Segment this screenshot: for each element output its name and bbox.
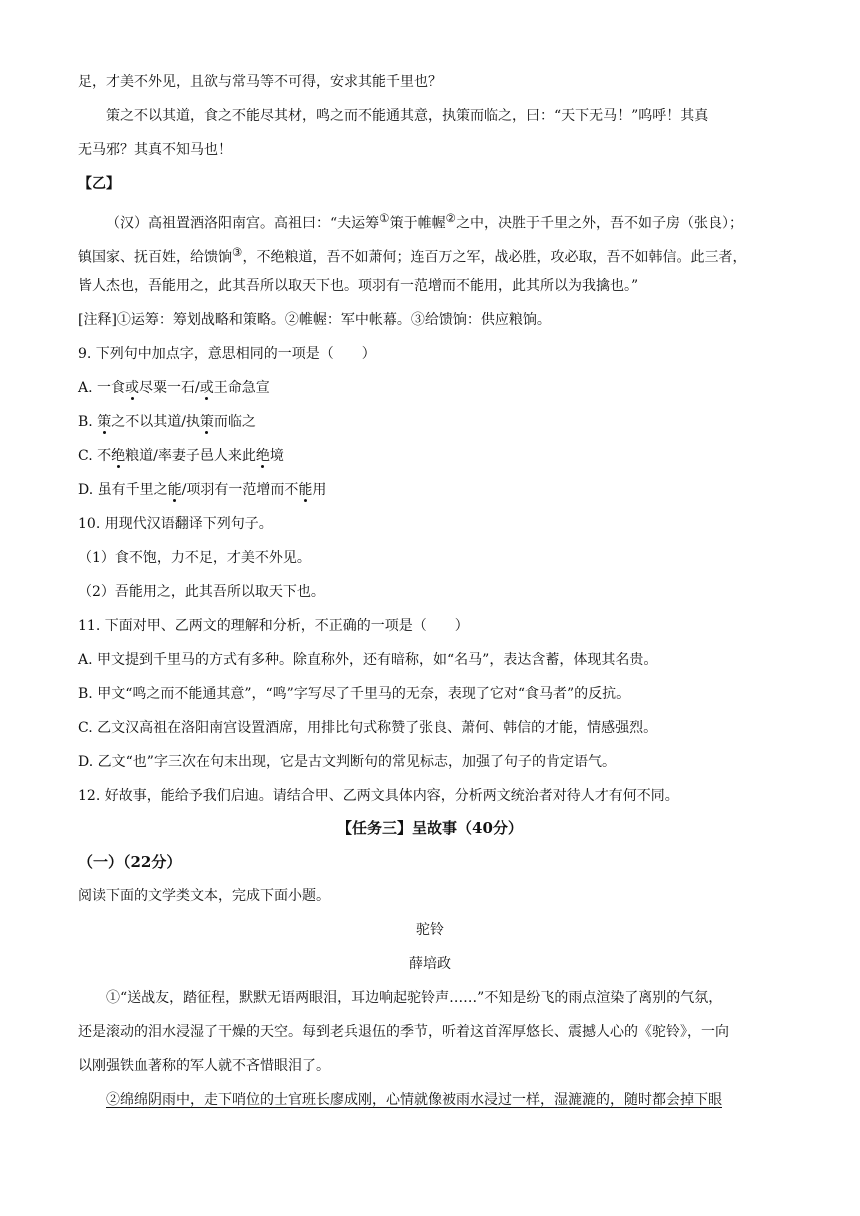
yi-line-2 [78,242,746,268]
footnote-marker: ③ [232,245,243,259]
question-9-option-a [78,378,270,398]
reading-instruction: 阅读下面的文学类文本，完成下面小题。 [78,888,330,904]
question-9-option-d [78,480,326,500]
dotted-char: 能 [298,482,313,498]
article-paragraph-1-line-3: 以刚强铁血著称的军人就不吝惜眼泪了。 [78,1058,330,1074]
article-title: 驼铃 [416,922,444,938]
question-11-option-d: D. 乙文“也”字三次在句末出现，它是古文判断句的常见标志，加强了句子的肯定语气。 [78,754,616,770]
dotted-char: 或 [199,380,214,396]
article-paragraph-2-line-1: ②绵绵阴雨中，走下哨位的士官班长廖成刚，心情就像被雨水浸过一样，湿漉漉的，随时都会掉下眼 [106,1092,722,1108]
option-text: 而临之 [213,414,256,430]
option-text: 王命急宣 [213,380,270,396]
question-12: 12. 好故事，能给予我们启迪。请结合甲、乙两文具体内容，分析两文统治者对待人才有何不同。 [78,788,679,804]
yi-text: 之中，决胜于千里之外，吾不如子房（张良）； [456,215,744,232]
question-10-item-2: （2）吾能用之，此其吾所以取天下也。 [78,584,325,600]
option-text: 用 [312,482,327,498]
option-text: B. [78,414,98,430]
dotted-char: 策 [97,414,112,430]
jia-tail-line: 足，才美不外见，且欲与常马等不可得，安求其能千里也？ [78,74,442,90]
option-text: /项羽有一范增而不 [181,482,299,498]
dotted-char: 能 [167,482,182,498]
annotation-notes: [注释]①运筹：筹划战略和策略。②帷幄：军中帐幕。③给馈饷：供应粮饷。 [78,312,551,328]
dotted-char: 绝 [255,448,270,464]
option-text: 粮道/率妻子邑人来此 [125,448,256,464]
dotted-char: 策 [199,414,214,430]
dotted-char: 或 [125,380,140,396]
option-text: 之不以其道/执 [111,414,200,430]
yi-text: 策于帷幄 [389,215,446,232]
question-11-option-b: B. 甲文“鸣之而不能通其意”，“鸣”字写尽了千里马的无奈，表现了它对“食马者”的反抗。 [78,686,631,702]
yi-text: ，不绝粮道，吾不如萧何；连百万之军，战必胜，攻必取，吾不如韩信。此三者， [242,249,747,266]
yi-line-1 [106,208,743,234]
yi-text: 镇国家、抚百姓，给馈饷 [78,249,232,266]
option-text: 尽粟一石/ [139,380,200,396]
article-paragraph-1-line-1: ①“送战友，踏征程，默默无语两眼泪，耳边响起驼铃声……”不知是纷飞的雨点渲染了离别的气氛， [106,990,723,1006]
option-text: A. 一食 [78,380,126,396]
question-9-option-c [78,446,284,466]
question-10-item-1: （1）食不饱，力不足，才美不外见。 [78,550,311,566]
part-heading: （一）（22分） [78,853,182,871]
yi-label: 【乙】 [78,176,120,192]
jia-paragraph-2-line-2: 无马邪？其真不知马也！ [78,142,232,158]
option-text: D. 虽有千里之 [78,482,168,498]
question-9: 9. 下列句中加点字，意思相同的一项是（ ） [78,346,376,362]
article-author: 薛培政 [409,956,451,972]
question-11: 11. 下面对甲、乙两文的理解和分析，不正确的一项是（ ） [78,618,469,634]
jia-paragraph-2-line-1: 策之不以其道，食之不能尽其材，鸣之而不能通其意，执策而临之，曰：“天下无马！”呜呼！其真 [106,108,709,124]
section-heading-task-3: 【任务三】呈故事（40分） [337,819,523,837]
question-9-option-b [78,412,256,432]
option-text: C. 不 [78,448,112,464]
question-11-option-c: C. 乙文汉高祖在洛阳南宫设置酒席，用排比句式称赞了张良、萧何、韩信的才能，情感强烈。 [78,720,658,736]
article-paragraph-1-line-2: 还是滚动的泪水浸湿了干燥的天空。每到老兵退伍的季节，听着这首浑厚悠长、震撼人心的《驼铃》，一向 [78,1024,729,1040]
dotted-char: 绝 [111,448,126,464]
option-text: 境 [269,448,284,464]
footnote-marker: ② [445,211,457,225]
footnote-marker: ① [379,211,390,225]
question-11-option-a: A. 甲文提到千里马的方式有多种。除直称外，还有暗称，如“名马”，表达含蓄，体现其名贵。 [78,652,658,668]
question-10: 10. 用现代汉语翻译下列句子。 [78,516,273,532]
yi-line-3: 皆人杰也，吾能用之，此其吾所以取天下也。项羽有一范增而不能用，此其所以为我擒也。” [78,278,639,294]
yi-text: （汉）高祖置酒洛阳南宫。高祖曰：“夫运筹 [106,215,380,232]
